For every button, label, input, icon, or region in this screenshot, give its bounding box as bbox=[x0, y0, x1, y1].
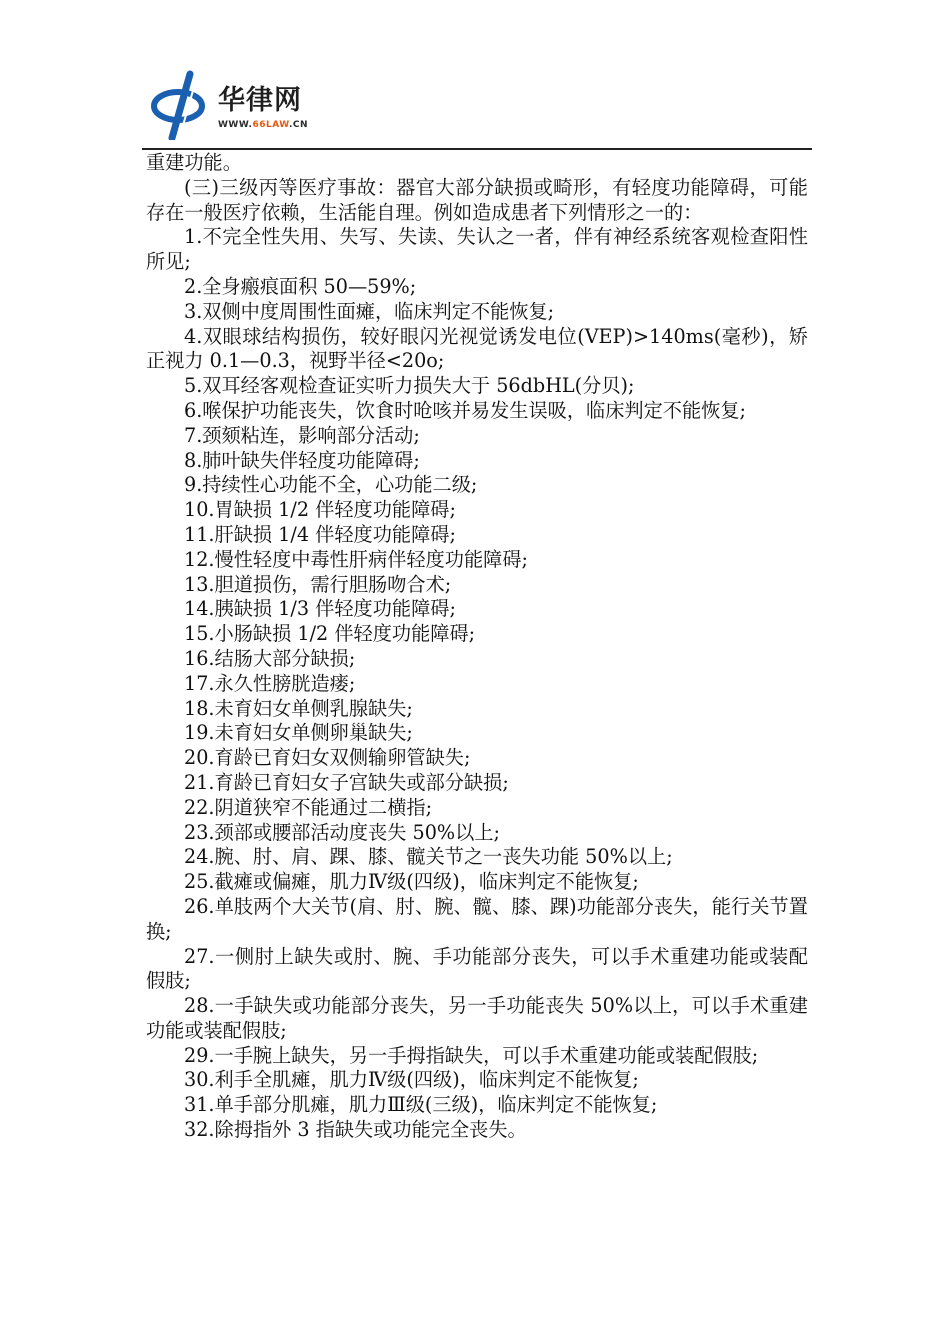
list-item: 24.腕、肘、肩、踝、膝、髋关节之一丧失功能 50%以上; bbox=[184, 845, 673, 869]
list-item: 23.颈部或腰部活动度丧失 50%以上; bbox=[184, 820, 500, 844]
logo-url bbox=[218, 120, 308, 130]
list-item: 22.阴道狭窄不能通过二横指; bbox=[184, 795, 433, 819]
list-item: 13.胆道损伤，需行胆肠吻合术; bbox=[184, 572, 452, 596]
list-item: 28.一手缺失或功能部分丧失，另一手功能丧失 50%以上，可以手术重建功能或装配假肢; bbox=[146, 994, 808, 1042]
paragraph: (三)三级丙等医疗事故：器官大部分缺损或畸形，有轻度功能障碍，可能存在一般医疗依赖，生活能自理。例如造成患者下列情形之一的： bbox=[146, 175, 808, 224]
list-item: 16.结肠大部分缺损; bbox=[184, 646, 356, 670]
paragraph: 重建功能。 bbox=[146, 151, 242, 174]
list-item: 30.利手全肌瘫，肌力Ⅳ级(四级)，临床判定不能恢复; bbox=[184, 1068, 639, 1092]
logo-url-highlight: 66LAW bbox=[252, 120, 289, 130]
document-body bbox=[146, 151, 808, 1143]
list-item: 15.小肠缺损 1/2 伴轻度功能障碍; bbox=[184, 622, 476, 646]
logo-url-suffix: .CN bbox=[288, 120, 309, 130]
list-item: 12.慢性轻度中毒性肝病伴轻度功能障碍; bbox=[184, 547, 528, 571]
list-item: 19.未育妇女单侧卵巢缺失; bbox=[184, 721, 413, 745]
list-item: 7.颈颏粘连，影响部分活动; bbox=[184, 423, 420, 447]
logo-name: 华律网 bbox=[218, 85, 302, 116]
list-item: 31.单手部分肌瘫，肌力Ⅲ级(三级)，临床判定不能恢复; bbox=[184, 1093, 658, 1117]
list-item: 2.全身瘢痕面积 50—59%; bbox=[184, 274, 417, 298]
site-logo[interactable] bbox=[150, 70, 350, 142]
list-item: 8.肺叶缺失伴轻度功能障碍; bbox=[184, 448, 420, 472]
list-item: 29.一手腕上缺失，另一手拇指缺失，可以手术重建功能或装配假肢; bbox=[184, 1043, 759, 1067]
list-item: 3.双侧中度周围性面瘫，临床判定不能恢复; bbox=[184, 299, 555, 323]
list-item: 6.喉保护功能丧失，饮食时呛咳并易发生误吸，临床判定不能恢复; bbox=[184, 398, 747, 422]
list-item: 11.肝缺损 1/4 伴轻度功能障碍; bbox=[184, 522, 456, 546]
list-item: 4.双眼球结构损伤，较好眼闪光视觉诱发电位(VEP)>140ms(毫秒)，矫正视力 0.1—0.3，视野半径<20o; bbox=[146, 324, 808, 373]
list-item: 17.永久性膀胱造瘘; bbox=[184, 671, 356, 695]
list-item: 1.不完全性失用、失写、失读、失认之一者，伴有神经系统客观检查阳性所见; bbox=[146, 225, 808, 274]
list-item: 9.持续性心功能不全，心功能二级; bbox=[184, 473, 478, 497]
list-item: 32.除拇指外 3 指缺失或功能完全丧失。 bbox=[184, 1118, 527, 1142]
list-item: 5.双耳经客观检查证实听力损失大于 56dbHL(分贝); bbox=[184, 374, 635, 398]
list-item: 27.一侧肘上缺失或肘、腕、手功能部分丧失，可以手术重建功能或装配假肢; bbox=[146, 944, 808, 993]
list-item: 10.胃缺损 1/2 伴轻度功能障碍; bbox=[184, 498, 456, 522]
logo-url-prefix: WWW. bbox=[218, 120, 253, 130]
list-item: 20.育龄已育妇女双侧输卵管缺失; bbox=[184, 746, 471, 770]
list-item: 21.育龄已育妇女子宫缺失或部分缺损; bbox=[184, 770, 509, 794]
page-header bbox=[142, 66, 812, 150]
list-item: 26.单肢两个大关节(肩、肘、腕、髋、膝、踝)功能部分丧失，能行关节置换; bbox=[146, 894, 808, 943]
list-item: 25.截瘫或偏瘫，肌力Ⅳ级(四级)，临床判定不能恢复; bbox=[184, 870, 639, 894]
list-item: 18.未育妇女单侧乳腺缺失; bbox=[184, 696, 413, 720]
logo-mark-icon bbox=[150, 70, 212, 140]
list-item: 14.胰缺损 1/3 伴轻度功能障碍; bbox=[184, 597, 456, 621]
